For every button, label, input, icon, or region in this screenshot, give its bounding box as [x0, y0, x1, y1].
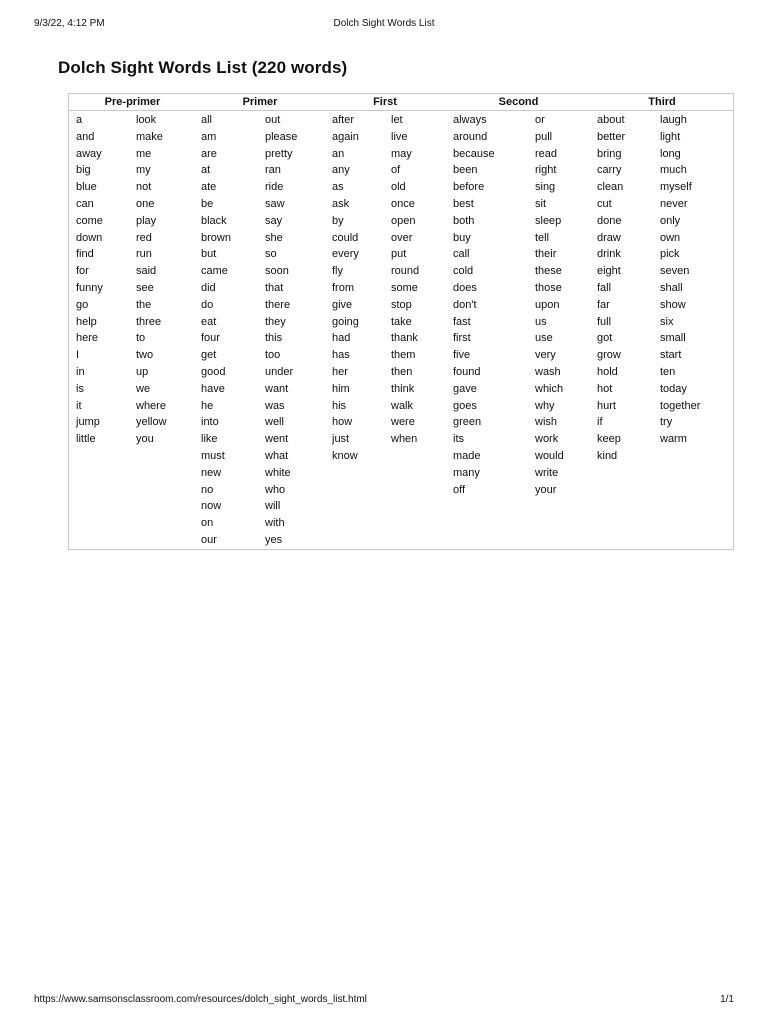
sight-word: funny	[76, 281, 103, 294]
sight-word: in	[76, 365, 85, 378]
sight-word: red	[136, 231, 152, 244]
sight-word: new	[201, 466, 222, 479]
sight-word: soon	[265, 265, 289, 278]
sight-word: too	[265, 349, 281, 362]
sight-word: ask	[332, 197, 350, 210]
sight-word: a	[76, 114, 83, 126]
word-column-primer-2	[265, 112, 332, 549]
sight-word: over	[391, 231, 413, 244]
sight-word: light	[660, 130, 681, 143]
sight-word: had	[332, 332, 351, 345]
category-header-third: Third	[648, 96, 676, 108]
sight-word: may	[391, 147, 412, 160]
sight-word: get	[201, 349, 217, 362]
sight-word: can	[76, 197, 94, 210]
sight-word: eight	[597, 265, 621, 278]
word-column-third-2	[660, 112, 730, 549]
word-column-first-2	[391, 112, 453, 549]
sight-word: look	[136, 114, 157, 126]
sight-word: now	[201, 500, 222, 513]
sight-word: buy	[453, 231, 471, 244]
sight-word: tell	[535, 231, 550, 244]
sight-word: him	[332, 382, 350, 395]
sight-word: best	[453, 197, 474, 210]
sight-word: only	[660, 214, 681, 227]
sight-word: went	[265, 433, 289, 446]
sight-word: these	[535, 265, 562, 278]
sight-word: going	[332, 315, 359, 328]
sight-word: use	[535, 332, 553, 345]
print-footer	[34, 994, 734, 1008]
sight-word: must	[201, 449, 225, 462]
sight-word: from	[332, 281, 354, 294]
sight-word: before	[453, 181, 485, 194]
sight-word: put	[391, 248, 407, 261]
sight-word: start	[660, 349, 682, 362]
category-header-primer: Primer	[242, 96, 278, 108]
sight-word: fly	[332, 265, 343, 278]
sight-word: came	[201, 265, 228, 278]
sight-word: what	[265, 449, 289, 462]
sight-word: no	[201, 483, 214, 496]
sight-word: don't	[453, 298, 477, 311]
sight-word: on	[201, 517, 214, 530]
sight-word: found	[453, 365, 481, 378]
sight-word: never	[660, 197, 688, 210]
print-datetime: 9/3/22, 4:12 PM	[34, 18, 105, 29]
sight-word: they	[265, 315, 286, 328]
sight-word: to	[136, 332, 146, 345]
sight-word: run	[136, 248, 152, 261]
sight-word: sing	[535, 181, 556, 194]
sight-word: draw	[597, 231, 621, 244]
sight-word: blue	[76, 181, 97, 194]
sight-word: laugh	[660, 114, 687, 126]
sight-word: been	[453, 164, 478, 177]
sight-word: your	[535, 483, 557, 496]
sight-word: their	[535, 248, 557, 261]
sight-word: of	[391, 164, 401, 177]
sight-word: call	[453, 248, 470, 261]
sight-word: away	[76, 147, 102, 160]
sight-word: walk	[391, 399, 414, 412]
sight-word: any	[332, 164, 350, 177]
sight-word: his	[332, 399, 347, 412]
sight-word: are	[201, 147, 217, 160]
sight-word: know	[332, 449, 358, 462]
sight-word: very	[535, 349, 556, 362]
sight-word: her	[332, 365, 348, 378]
sight-word: as	[332, 181, 344, 194]
sight-word: which	[535, 382, 564, 395]
sight-word: come	[76, 214, 103, 227]
table-header-row	[69, 94, 733, 111]
word-column-first-1	[332, 112, 391, 549]
category-header-second: Second	[498, 96, 539, 108]
sight-word: I	[76, 349, 80, 362]
sight-word: with	[265, 517, 285, 530]
sight-word: wish	[535, 416, 558, 429]
sight-word: around	[453, 130, 488, 143]
sight-word: clean	[597, 181, 624, 194]
sight-word: please	[265, 130, 298, 143]
sight-word: where	[136, 399, 166, 412]
sight-word: live	[391, 130, 408, 143]
sight-word: well	[265, 416, 284, 429]
sight-word: who	[265, 483, 286, 496]
sight-word: gave	[453, 382, 477, 395]
sight-word: or	[535, 114, 545, 126]
sight-word: fast	[453, 315, 471, 328]
category-header-first: First	[373, 96, 397, 108]
sight-word: made	[453, 449, 481, 462]
sight-word: how	[332, 416, 353, 429]
sight-word: my	[136, 164, 151, 177]
sight-word: up	[136, 365, 149, 378]
sight-word: hold	[597, 365, 618, 378]
category-header-pre-primer: Pre-primer	[104, 96, 161, 108]
sight-word: write	[535, 466, 559, 479]
sight-word: sit	[535, 197, 546, 210]
sight-word: black	[201, 214, 227, 227]
sight-word: it	[76, 399, 82, 412]
sight-word: under	[265, 365, 294, 378]
print-page-number: 1/1	[720, 994, 734, 1005]
sight-word: think	[391, 382, 415, 395]
sight-word: yes	[265, 533, 283, 546]
sight-word: did	[201, 281, 216, 294]
sight-word: stop	[391, 298, 412, 311]
sight-word: upon	[535, 298, 560, 311]
sight-word: drink	[597, 248, 621, 261]
sight-word: all	[201, 114, 213, 126]
sight-word: brown	[201, 231, 231, 244]
sight-word: again	[332, 130, 359, 143]
sight-word: both	[453, 214, 475, 227]
sight-word: at	[201, 164, 211, 177]
sight-word: for	[76, 265, 89, 278]
sight-word: better	[597, 130, 626, 143]
sight-word: old	[391, 181, 406, 194]
word-column-third-1	[597, 112, 660, 549]
sight-word: were	[391, 416, 415, 429]
sight-word: is	[76, 382, 84, 395]
word-column-second-2	[535, 112, 597, 549]
sight-word: after	[332, 114, 355, 126]
page-title: Dolch Sight Words List (220 words)	[58, 58, 348, 77]
table-body	[69, 111, 733, 549]
sight-word: got	[597, 332, 613, 345]
sight-word: one	[136, 197, 155, 210]
sight-word: seven	[660, 265, 690, 278]
sight-word: give	[332, 298, 353, 311]
sight-word: not	[136, 181, 152, 194]
sight-word: shall	[660, 281, 683, 294]
sight-word: jump	[76, 416, 100, 429]
sight-word: today	[660, 382, 687, 395]
sight-word: little	[76, 433, 96, 446]
sight-word: ran	[265, 164, 281, 177]
sight-word: carry	[597, 164, 622, 177]
sight-word: us	[535, 315, 547, 328]
sight-word: pull	[535, 130, 553, 143]
sight-word: four	[201, 332, 220, 345]
sight-word: let	[391, 114, 403, 126]
sight-word: big	[76, 164, 91, 177]
sight-word: read	[535, 147, 558, 160]
sight-word: was	[265, 399, 285, 412]
sight-word: we	[136, 382, 151, 395]
sight-word: take	[391, 315, 412, 328]
sight-word: help	[76, 315, 97, 328]
sight-word: have	[201, 382, 225, 395]
sight-word: make	[136, 130, 163, 143]
sight-word: always	[453, 114, 487, 126]
sight-word: you	[136, 433, 154, 446]
sight-word: some	[391, 281, 418, 294]
sight-word: long	[660, 147, 681, 160]
sight-word: so	[265, 248, 277, 261]
sight-word: good	[201, 365, 226, 378]
sight-word: warm	[660, 433, 687, 446]
sight-word: six	[660, 315, 674, 328]
sight-word: own	[660, 231, 681, 244]
sight-word: wash	[535, 365, 561, 378]
sight-word: that	[265, 281, 284, 294]
sight-word: down	[76, 231, 103, 244]
sight-word: white	[265, 466, 291, 479]
sight-word: would	[535, 449, 564, 462]
sight-word: he	[201, 399, 214, 412]
sight-word: go	[76, 298, 89, 311]
sight-word: why	[535, 399, 555, 412]
sight-word: try	[660, 416, 673, 429]
sight-word: this	[265, 332, 283, 345]
sight-word: them	[391, 349, 416, 362]
sight-word: am	[201, 130, 217, 143]
word-column-second-1	[453, 112, 535, 549]
sight-word: its	[453, 433, 464, 446]
word-column-pre-primer-2	[136, 112, 201, 549]
sight-word: green	[453, 416, 482, 429]
sight-word: and	[76, 130, 95, 143]
sight-word: three	[136, 315, 162, 328]
sight-word: yellow	[136, 416, 167, 429]
sight-word: myself	[660, 181, 692, 194]
sight-word: first	[453, 332, 471, 345]
sight-word: about	[597, 114, 625, 126]
sight-word: has	[332, 349, 350, 362]
sight-word: off	[453, 483, 466, 496]
sight-word: see	[136, 281, 154, 294]
sight-word: two	[136, 349, 154, 362]
sight-word: done	[597, 214, 622, 227]
sight-word: want	[265, 382, 289, 395]
sight-word: cut	[597, 197, 612, 210]
sight-word: by	[332, 214, 344, 227]
sight-word: five	[453, 349, 471, 362]
sight-word: when	[391, 433, 418, 446]
sight-word: pretty	[265, 147, 293, 160]
sight-word: cold	[453, 265, 474, 278]
sight-word: far	[597, 298, 610, 311]
sight-word: out	[265, 114, 281, 126]
sight-word: small	[660, 332, 686, 345]
sight-word: together	[660, 399, 701, 412]
sight-word: eat	[201, 315, 217, 328]
sight-word: full	[597, 315, 612, 328]
sight-word: here	[76, 332, 99, 345]
print-url: https://www.samsonsclassroom.com/resources/dolch_sight_words_list.html	[34, 994, 367, 1005]
sight-word: saw	[265, 197, 285, 210]
sight-word: much	[660, 164, 687, 177]
sight-word: me	[136, 147, 152, 160]
sight-word: then	[391, 365, 413, 378]
word-column-pre-primer-1	[69, 112, 136, 549]
sight-word: grow	[597, 349, 621, 362]
sight-word: pick	[660, 248, 680, 261]
sight-word: play	[136, 214, 157, 227]
sight-word: fall	[597, 281, 612, 294]
sight-word: be	[201, 197, 214, 210]
sight-word: could	[332, 231, 359, 244]
sight-word: into	[201, 416, 219, 429]
sight-word: right	[535, 164, 557, 177]
sight-words-table	[68, 93, 734, 550]
sight-word: thank	[391, 332, 418, 345]
sight-word: many	[453, 466, 480, 479]
sight-word: ride	[265, 181, 284, 194]
sight-word: sleep	[535, 214, 562, 227]
sight-word: say	[265, 214, 283, 227]
sight-word: hot	[597, 382, 613, 395]
sight-word: show	[660, 298, 686, 311]
sight-word: keep	[597, 433, 621, 446]
print-doc-title: Dolch Sight Words List	[333, 18, 435, 29]
sight-word: said	[136, 265, 157, 278]
sight-word: there	[265, 298, 291, 311]
sight-word: does	[453, 281, 477, 294]
sight-word: ten	[660, 365, 676, 378]
sight-word: just	[332, 433, 350, 446]
sight-word: hurt	[597, 399, 616, 412]
sight-word: but	[201, 248, 217, 261]
sight-word: every	[332, 248, 359, 261]
sight-word: she	[265, 231, 283, 244]
word-column-primer-1	[201, 112, 265, 549]
sight-word: find	[76, 248, 94, 261]
sight-word: work	[535, 433, 559, 446]
sight-word: our	[201, 533, 217, 546]
sight-word: goes	[453, 399, 477, 412]
sight-word: will	[265, 500, 281, 513]
sight-word: because	[453, 147, 495, 160]
sight-word: like	[201, 433, 218, 446]
sight-word: round	[391, 265, 420, 278]
sight-word: if	[597, 416, 603, 429]
sight-word: the	[136, 298, 152, 311]
sight-word: kind	[597, 449, 618, 462]
sight-word: open	[391, 214, 416, 227]
print-header	[34, 18, 734, 32]
sight-word: an	[332, 147, 345, 160]
sight-word: once	[391, 197, 415, 210]
sight-word: do	[201, 298, 214, 311]
sight-word: bring	[597, 147, 622, 160]
sight-word: those	[535, 281, 562, 294]
sight-word: ate	[201, 181, 217, 194]
